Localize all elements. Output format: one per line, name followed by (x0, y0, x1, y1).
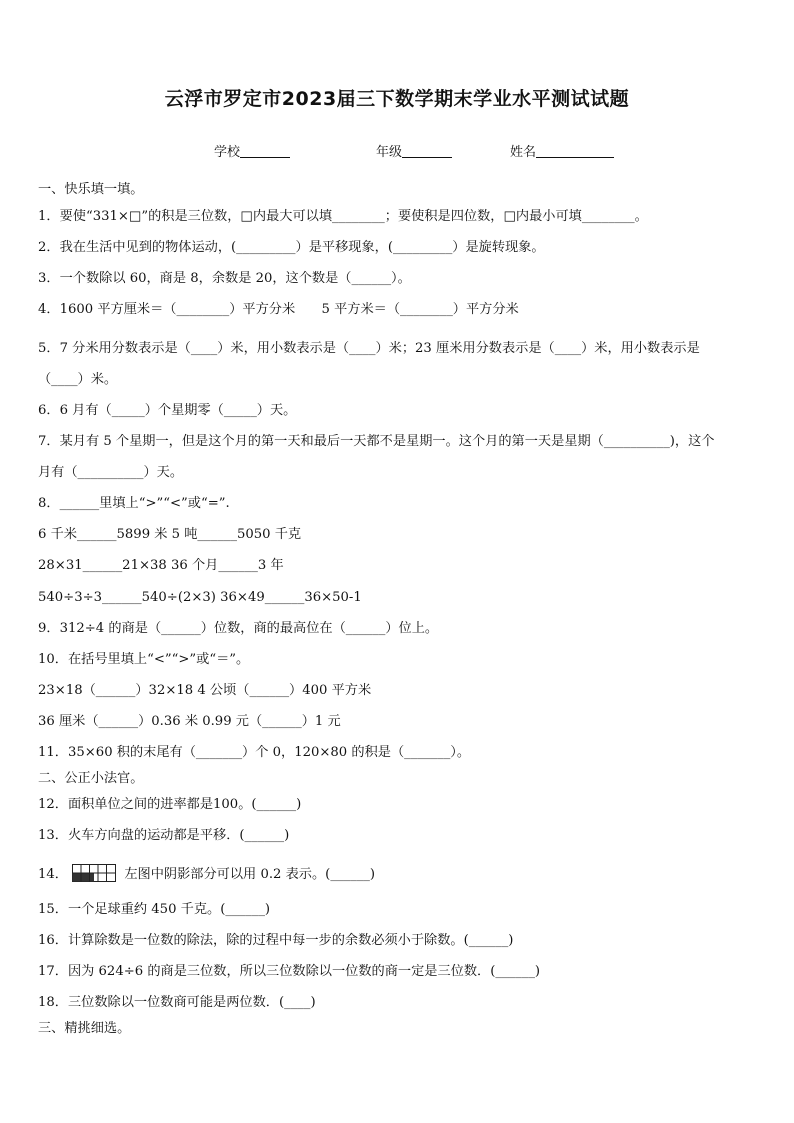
school-blank[interactable] (240, 144, 290, 158)
question-8-row-2: 28×31______21×38 36 个月______3 年 (38, 558, 284, 573)
question-6: 6．6 月有（_____）个星期零（_____）天。 (38, 403, 297, 418)
school-field (214, 141, 290, 160)
grade-blank[interactable] (402, 144, 452, 158)
question-3: 3．一个数除以 60，商是 8，余数是 20，这个数是（______）。 (38, 271, 411, 286)
question-7-continued: 月有（__________）天。 (38, 465, 184, 480)
question-14-number: 14． (38, 867, 68, 882)
grade-label: 年级 (376, 145, 403, 160)
question-18: 18．三位数除以一位数商可能是两位数．(____) (38, 995, 316, 1010)
question-12: 12．面积单位之间的进率都是100。(______) (38, 797, 302, 812)
name-field (510, 141, 614, 160)
question-14-text: 左图中阴影部分可以用 0.2 表示。(______) (124, 867, 376, 882)
question-11: 11．35×60 积的末尾有（_______）个 0，120×80 的积是（_______）。 (38, 745, 471, 760)
shaded-grid-figure (72, 864, 116, 882)
question-10-row-1: 23×18（______）32×18 4 公顷（______）400 平方米 (38, 683, 372, 698)
question-5-continued: （____）米。 (38, 372, 118, 387)
question-9: 9．312÷4 的商是（______）位数，商的最高位在（______）位上。 (38, 621, 439, 636)
question-8-row-1: 6 千米______5899 米 5 吨______5050 千克 (38, 527, 302, 542)
school-label: 学校 (214, 145, 241, 160)
question-14 (38, 864, 375, 883)
question-10-row-2: 36 厘米（______）0.36 米 0.99 元（______）1 元 (38, 714, 341, 729)
question-8-row-3: 540÷3÷3______540÷(2×3) 36×49______36×50-1 (38, 590, 362, 605)
question-16: 16．计算除数是一位数的除法，除的过程中每一步的余数必须小于除数。(______) (38, 933, 514, 948)
section-heading-2: 二、公正小法官。 (38, 771, 144, 786)
section-heading-1: 一、快乐填一填。 (38, 182, 144, 197)
question-2: 2．我在生活中见到的物体运动，(_________）是平移现象，(_________）是旋转现象。 (38, 240, 545, 255)
question-15: 15．一个足球重约 450 千克。(______) (38, 902, 271, 917)
section-heading-3: 三、精挑细选。 (38, 1021, 131, 1036)
grade-field (376, 141, 452, 160)
question-7: 7．某月有 5 个星期一，但是这个月的第一天和最后一天都不是星期一。这个月的第一天是星期（__________)，这个 (38, 434, 715, 449)
question-4: 4．1600 平方厘米＝（________）平方分米 5 平方米＝（________）平方分米 (38, 302, 519, 317)
name-blank[interactable] (536, 144, 614, 158)
page-title: 云浮市罗定市2023届三下数学期末学业水平测试试题 (164, 88, 630, 110)
question-5: 5．7 分米用分数表示是（____）米，用小数表示是（____）米；23 厘米用分数表示是（____）米，用小数表示是 (38, 341, 700, 356)
question-1: 1．要使“331×□”的积是三位数，□内最大可以填________；要使积是四位数，□内最小可填________。 (38, 209, 648, 224)
question-10: 10．在括号里填上“<”“>”或“＝”。 (38, 652, 250, 667)
question-17: 17．因为 624÷6 的商是三位数，所以三位数除以一位数的商一定是三位数．(______) (38, 964, 541, 979)
question-8: 8．______里填上“>”“<”或“=”. (38, 496, 230, 511)
name-label: 姓名 (510, 145, 537, 160)
question-13: 13．火车方向盘的运动都是平移．(______) (38, 828, 290, 843)
